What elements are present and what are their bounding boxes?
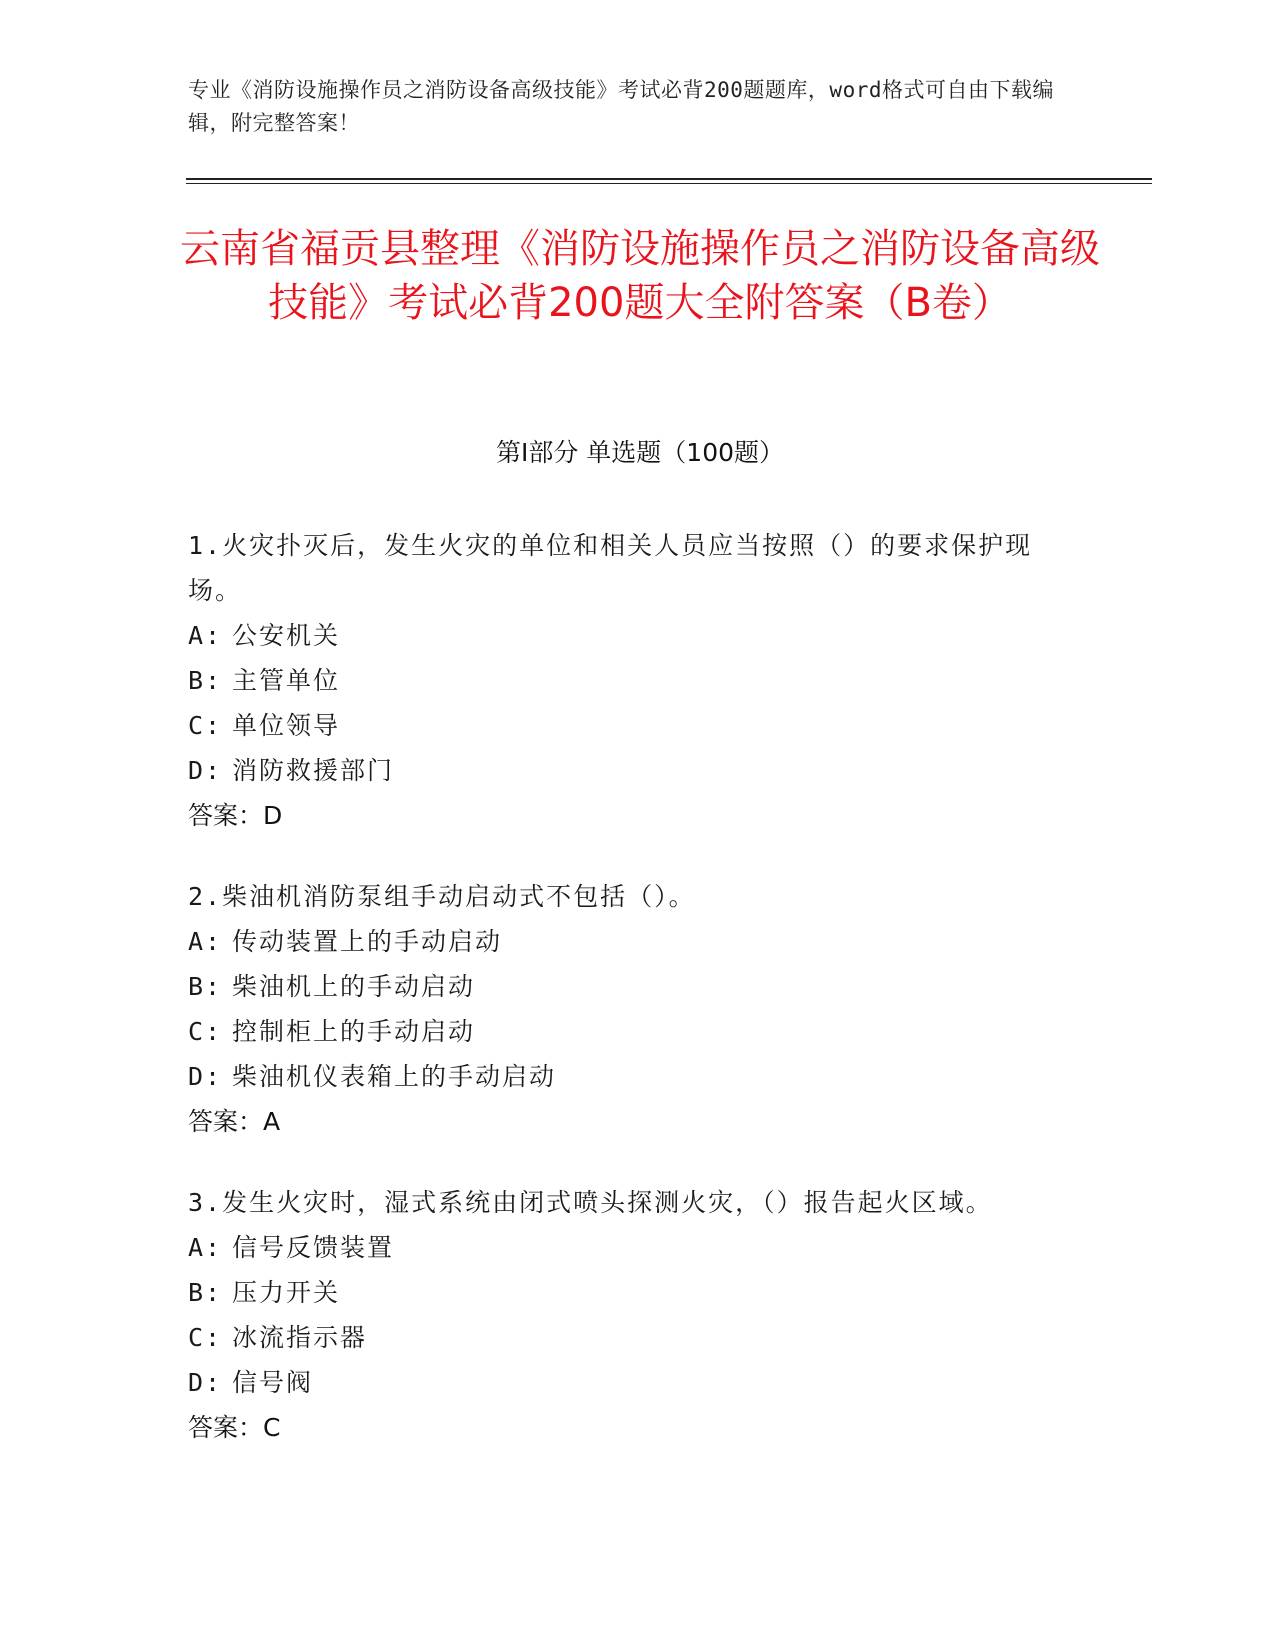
option-letter: A: bbox=[188, 927, 223, 956]
option-text: 传动装置上的手动启动 bbox=[232, 927, 503, 956]
option-d bbox=[188, 1054, 1068, 1099]
option-letter: D: bbox=[188, 756, 223, 785]
option-text: 信号阀 bbox=[232, 1368, 314, 1397]
option-a bbox=[188, 919, 1068, 964]
option-text: 压力开关 bbox=[232, 1278, 341, 1307]
header-divider-thick bbox=[186, 178, 1152, 180]
answer: 答案：D bbox=[188, 801, 283, 830]
option-d bbox=[188, 748, 1068, 793]
option-text: 信号反馈装置 bbox=[232, 1233, 395, 1262]
option-text: 控制柜上的手动启动 bbox=[232, 1017, 476, 1046]
option-text: 主管单位 bbox=[232, 666, 341, 695]
header-divider-thin bbox=[186, 183, 1152, 184]
option-text: 柴油机上的手动启动 bbox=[232, 972, 476, 1001]
question-text: 1.火灾扑灭后，发生火灾的单位和相关人员应当按照（）的要求保护现场。 bbox=[188, 531, 1033, 605]
option-text: 消防救援部门 bbox=[232, 756, 395, 785]
option-c bbox=[188, 1315, 1068, 1360]
option-letter: D: bbox=[188, 1368, 223, 1397]
option-letter: A: bbox=[188, 1233, 223, 1262]
option-letter: D: bbox=[188, 1062, 223, 1091]
option-b bbox=[188, 1270, 1068, 1315]
option-text: 公安机关 bbox=[232, 621, 341, 650]
option-letter: B: bbox=[188, 972, 223, 1001]
option-text: 单位领导 bbox=[232, 711, 341, 740]
option-letter: B: bbox=[188, 1278, 223, 1307]
option-text: 柴油机仪表箱上的手动启动 bbox=[232, 1062, 557, 1091]
option-c bbox=[188, 703, 1068, 748]
answer: 答案：C bbox=[188, 1413, 281, 1442]
option-letter: C: bbox=[188, 711, 223, 740]
option-c bbox=[188, 1009, 1068, 1054]
question-2 bbox=[188, 874, 1068, 1144]
option-a bbox=[188, 613, 1068, 658]
question-1 bbox=[188, 523, 1068, 838]
question-3 bbox=[188, 1180, 1068, 1450]
option-b bbox=[188, 964, 1068, 1009]
question-list bbox=[188, 523, 1068, 1486]
question-text: 2.柴油机消防泵组手动启动式不包括（）。 bbox=[188, 882, 696, 911]
option-letter: C: bbox=[188, 1017, 223, 1046]
option-text: 冰流指示器 bbox=[232, 1323, 368, 1352]
option-a bbox=[188, 1225, 1068, 1270]
question-text: 3.发生火灾时，湿式系统由闭式喷头探测火灾，（）报告起火区域。 bbox=[188, 1188, 993, 1217]
section-title: 第I部分 单选题（100题） bbox=[495, 438, 785, 467]
option-b bbox=[188, 658, 1068, 703]
document-title: 云南省福贡县整理《消防设施操作员之消防设备高级技能》考试必背200题大全附答案（B卷） bbox=[180, 226, 1100, 326]
option-letter: A: bbox=[188, 621, 223, 650]
option-d bbox=[188, 1360, 1068, 1405]
answer: 答案：A bbox=[188, 1107, 281, 1136]
header-note: 专业《消防设施操作员之消防设备高级技能》考试必背200题题库，word格式可自由下载编辑，附完整答案！ bbox=[188, 78, 1054, 135]
option-letter: B: bbox=[188, 666, 223, 695]
option-letter: C: bbox=[188, 1323, 223, 1352]
